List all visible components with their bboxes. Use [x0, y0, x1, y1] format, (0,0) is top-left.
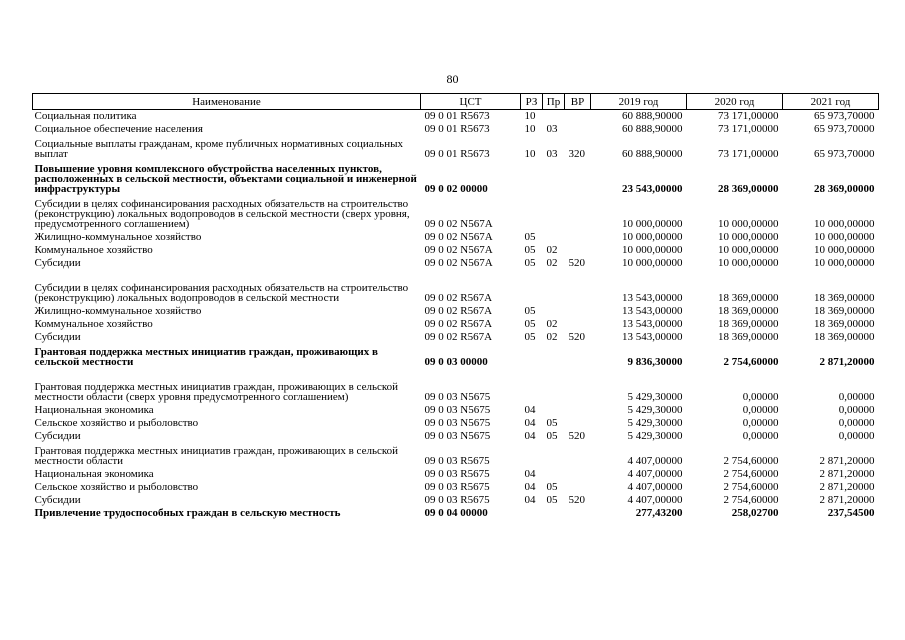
- cell-y2021: 18 369,00000: [814, 292, 875, 304]
- header-2020: 2020 год: [687, 94, 783, 110]
- cell-y2019: 13 543,00000: [622, 318, 683, 330]
- cell-y2020: 2 754,60000: [723, 481, 779, 493]
- cell-name: Жилищно-коммунальное хозяйство: [34, 305, 202, 317]
- cell-y2019: 4 407,00000: [627, 494, 683, 506]
- cell-pr: 02: [546, 331, 558, 343]
- header-cst: ЦСТ: [421, 94, 521, 110]
- cell-name: Социальное обеспечение населения: [34, 123, 203, 135]
- cell-y2019: 60 888,90000: [622, 123, 683, 135]
- cell-y2021: 2 871,20000: [819, 494, 875, 506]
- cell-pr: 03: [546, 148, 558, 160]
- cell-vr: [565, 344, 591, 369]
- cell-y2019: 23 543,00000: [622, 183, 683, 195]
- cell-pr: 05: [546, 481, 558, 493]
- table-row: [33, 110, 879, 124]
- cell-pr: 05: [546, 417, 558, 429]
- cell-y2021: 2 871,20000: [819, 468, 875, 480]
- cell-y2020: 0,00000: [742, 430, 779, 442]
- cell-vr: [565, 507, 591, 520]
- cell-cst: 09 0 02 R567A: [424, 305, 493, 317]
- table-body: [33, 110, 879, 521]
- cell-y2019: 4 407,00000: [627, 455, 683, 467]
- cell-cst: 09 0 02 00000: [424, 183, 488, 195]
- table-row: [33, 369, 879, 404]
- cell-y2019: 5 429,30000: [627, 391, 683, 403]
- cell-y2021: 2 871,20000: [819, 455, 875, 467]
- cell-name: Субсидии: [34, 494, 81, 506]
- cell-name: Сельское хозяйство и рыболовство: [34, 417, 199, 429]
- cell-cst: 09 0 02 N567A: [424, 218, 493, 230]
- cell-y2021: 0,00000: [838, 430, 875, 442]
- cell-pr: [543, 404, 565, 417]
- header-vr: ВР: [565, 94, 591, 110]
- cell-y2020: 18 369,00000: [718, 305, 779, 317]
- cell-name: Субсидии: [34, 257, 81, 269]
- cell-cst: 09 0 03 N5675: [424, 417, 491, 429]
- table-row: [33, 161, 879, 196]
- cell-name: Субсидии: [34, 430, 81, 442]
- cell-name: Субсидии в целях софинансирования расходных обязательств на строительство (реконструкцию) локальных водопроводов в сельской местности (сверх уровня, предусмотренного соглашением): [34, 198, 410, 230]
- cell-y2021: 65 973,70000: [814, 110, 875, 122]
- cell-y2020: 18 369,00000: [718, 318, 779, 330]
- cell-y2019: 60 888,90000: [622, 110, 683, 122]
- cell-pr: [543, 507, 565, 520]
- cell-y2020: 0,00000: [742, 404, 779, 416]
- cell-rz: [521, 443, 543, 468]
- cell-rz: [521, 161, 543, 196]
- cell-pr: [543, 369, 565, 404]
- cell-name: Грантовая поддержка местных инициатив граждан, проживающих в сельской местности области (сверх уровня предусмотренного соглашением): [34, 381, 399, 403]
- page-number: 80: [446, 72, 459, 86]
- cell-vr: 520: [568, 331, 585, 343]
- cell-cst: 09 0 02 N567A: [424, 244, 493, 256]
- cell-cst: 09 0 03 R5675: [424, 494, 490, 506]
- table-row: [33, 468, 879, 481]
- table-row: [33, 270, 879, 305]
- cell-cst: 09 0 03 N5675: [424, 404, 491, 416]
- cell-y2021: 0,00000: [838, 404, 875, 416]
- cell-name: Субсидии в целях софинансирования расходных обязательств на строительство (реконструкцию) локальных водопроводов в сельской местности: [34, 282, 409, 304]
- cell-cst: 09 0 03 N5675: [424, 391, 491, 403]
- cell-y2019: 10 000,00000: [622, 257, 683, 269]
- table-row: [33, 231, 879, 244]
- table-row: [33, 196, 879, 231]
- header-rz: РЗ: [521, 94, 543, 110]
- cell-y2021: 10 000,00000: [814, 231, 875, 243]
- cell-pr: [543, 443, 565, 468]
- cell-y2020: 10 000,00000: [718, 257, 779, 269]
- cell-y2020: 10 000,00000: [718, 244, 779, 256]
- cell-y2019: 13 543,00000: [622, 305, 683, 317]
- cell-y2020: 258,02700: [731, 507, 779, 519]
- cell-y2019: 4 407,00000: [627, 481, 683, 493]
- table-row: [33, 344, 879, 369]
- cell-vr: [565, 244, 591, 257]
- cell-y2020: 73 171,00000: [718, 110, 779, 122]
- cell-rz: 10: [524, 148, 536, 160]
- cell-name: Повышение уровня комплексного обустройства населенных пунктов, расположенных в сельской местности, объектами социальной и инженерной инфраструктуры: [34, 163, 417, 195]
- cell-y2020: 2 754,60000: [723, 494, 779, 506]
- cell-cst: 09 0 02 R567A: [424, 331, 493, 343]
- cell-name: Сельское хозяйство и рыболовство: [34, 481, 199, 493]
- cell-cst: 09 0 03 R5675: [424, 468, 490, 480]
- cell-pr: [543, 161, 565, 196]
- cell-vr: [565, 196, 591, 231]
- cell-cst: 09 0 01 R5673: [424, 110, 490, 122]
- table-row: [33, 244, 879, 257]
- cell-name: Социальная политика: [34, 110, 137, 122]
- table-row: [33, 494, 879, 507]
- cell-y2020: 2 754,60000: [723, 468, 779, 480]
- cell-cst: 09 0 01 R5673: [424, 123, 490, 135]
- table-row: [33, 305, 879, 318]
- cell-rz: 04: [524, 468, 536, 480]
- cell-name: Социальные выплаты гражданам, кроме публичных нормативных социальных выплат: [34, 138, 403, 160]
- cell-cst: 09 0 02 R567A: [424, 318, 493, 330]
- table-row: [33, 331, 879, 344]
- header-pr: Пр: [543, 94, 565, 110]
- cell-vr: [565, 231, 591, 244]
- cell-y2021: 10 000,00000: [814, 244, 875, 256]
- cell-y2021: 237,54500: [827, 507, 875, 519]
- cell-pr: [543, 110, 565, 124]
- cell-pr: [543, 468, 565, 481]
- cell-y2021: 2 871,20000: [819, 481, 875, 493]
- cell-pr: 02: [546, 318, 558, 330]
- cell-cst: 09 0 03 N5675: [424, 430, 491, 442]
- cell-y2020: 0,00000: [742, 417, 779, 429]
- cell-y2019: 10 000,00000: [622, 231, 683, 243]
- cell-pr: [543, 344, 565, 369]
- cell-y2019: 5 429,30000: [627, 430, 683, 442]
- cell-rz: [521, 507, 543, 520]
- cell-rz: 05: [524, 231, 536, 243]
- cell-pr: 02: [546, 257, 558, 269]
- table-row: [33, 481, 879, 494]
- cell-y2021: 10 000,00000: [814, 218, 875, 230]
- cell-vr: [565, 481, 591, 494]
- cell-y2019: 5 429,30000: [627, 404, 683, 416]
- cell-y2021: 2 871,20000: [819, 356, 875, 368]
- cell-vr: [565, 161, 591, 196]
- cell-vr: [565, 270, 591, 305]
- cell-y2019: 60 888,90000: [622, 148, 683, 160]
- cell-y2019: 13 543,00000: [622, 292, 683, 304]
- cell-y2020: 10 000,00000: [718, 218, 779, 230]
- cell-pr: 02: [546, 244, 558, 256]
- cell-vr: 320: [568, 148, 585, 160]
- cell-y2020: 18 369,00000: [718, 292, 779, 304]
- cell-y2019: 9 836,30000: [627, 356, 683, 368]
- cell-rz: 05: [524, 257, 536, 269]
- cell-cst: 09 0 04 00000: [424, 507, 488, 519]
- cell-y2020: 0,00000: [742, 391, 779, 403]
- table-header-row: [33, 94, 879, 110]
- cell-pr: 03: [546, 123, 558, 135]
- cell-y2019: 4 407,00000: [627, 468, 683, 480]
- table-row: [33, 123, 879, 136]
- cell-cst: 09 0 02 N567A: [424, 257, 493, 269]
- cell-name: Коммунальное хозяйство: [34, 244, 153, 256]
- cell-rz: 10: [524, 123, 536, 135]
- cell-vr: 520: [568, 430, 585, 442]
- cell-cst: 09 0 03 R5675: [424, 455, 490, 467]
- cell-rz: [521, 344, 543, 369]
- cell-vr: 520: [568, 257, 585, 269]
- cell-name: Субсидии: [34, 331, 81, 343]
- cell-y2021: 28 369,00000: [814, 183, 875, 195]
- header-2019: 2019 год: [591, 94, 687, 110]
- cell-pr: [543, 196, 565, 231]
- cell-rz: [521, 270, 543, 305]
- cell-cst: 09 0 02 R567A: [424, 292, 493, 304]
- cell-rz: 05: [524, 331, 536, 343]
- cell-y2019: 13 543,00000: [622, 331, 683, 343]
- cell-pr: [543, 270, 565, 305]
- cell-vr: [565, 417, 591, 430]
- cell-rz: [521, 196, 543, 231]
- cell-name: Национальная экономика: [34, 468, 154, 480]
- table-row: [33, 136, 879, 161]
- cell-y2021: 0,00000: [838, 417, 875, 429]
- cell-pr: [543, 231, 565, 244]
- cell-cst: 09 0 02 N567A: [424, 231, 493, 243]
- cell-rz: 05: [524, 244, 536, 256]
- cell-y2020: 2 754,60000: [723, 455, 779, 467]
- cell-rz: 04: [524, 404, 536, 416]
- cell-y2020: 10 000,00000: [718, 231, 779, 243]
- header-name: Наименование: [33, 94, 421, 110]
- cell-name: Грантовая поддержка местных инициатив граждан, проживающих в сельской местности: [34, 346, 378, 368]
- cell-rz: 04: [524, 417, 536, 429]
- cell-y2020: 73 171,00000: [718, 123, 779, 135]
- table-row: [33, 257, 879, 270]
- cell-y2020: 73 171,00000: [718, 148, 779, 160]
- cell-rz: [521, 369, 543, 404]
- cell-name: Привлечение трудоспособных граждан в сельскую местность: [34, 507, 341, 519]
- cell-vr: [565, 468, 591, 481]
- cell-name: Коммунальное хозяйство: [34, 318, 153, 330]
- cell-vr: [565, 110, 591, 124]
- table-row: [33, 507, 879, 520]
- cell-pr: 05: [546, 430, 558, 442]
- table-row: [33, 404, 879, 417]
- cell-y2021: 18 369,00000: [814, 305, 875, 317]
- cell-rz: 05: [524, 305, 536, 317]
- budget-table: [32, 93, 879, 520]
- cell-pr: [543, 305, 565, 318]
- cell-vr: [565, 404, 591, 417]
- cell-vr: [565, 443, 591, 468]
- cell-y2021: 0,00000: [838, 391, 875, 403]
- cell-y2020: 18 369,00000: [718, 331, 779, 343]
- cell-rz: 05: [524, 318, 536, 330]
- cell-pr: 05: [546, 494, 558, 506]
- header-2021: 2021 год: [783, 94, 879, 110]
- cell-name: Жилищно-коммунальное хозяйство: [34, 231, 202, 243]
- cell-cst: 09 0 01 R5673: [424, 148, 490, 160]
- cell-vr: [565, 305, 591, 318]
- cell-y2019: 10 000,00000: [622, 244, 683, 256]
- cell-vr: [565, 369, 591, 404]
- cell-y2019: 277,43200: [635, 507, 683, 519]
- cell-name: Грантовая поддержка местных инициатив граждан, проживающих в сельской местности области: [34, 445, 399, 467]
- cell-y2021: 10 000,00000: [814, 257, 875, 269]
- cell-y2021: 65 973,70000: [814, 123, 875, 135]
- cell-y2021: 18 369,00000: [814, 318, 875, 330]
- table-row: [33, 417, 879, 430]
- cell-y2021: 65 973,70000: [814, 148, 875, 160]
- cell-vr: [565, 123, 591, 136]
- cell-cst: 09 0 03 R5675: [424, 481, 490, 493]
- cell-y2019: 5 429,30000: [627, 417, 683, 429]
- cell-y2020: 2 754,60000: [723, 356, 779, 368]
- cell-vr: [565, 318, 591, 331]
- cell-name: Национальная экономика: [34, 404, 154, 416]
- cell-y2020: 28 369,00000: [718, 183, 779, 195]
- table-row: [33, 430, 879, 443]
- cell-cst: 09 0 03 00000: [424, 356, 488, 368]
- cell-rz: 04: [524, 430, 536, 442]
- table-row: [33, 443, 879, 468]
- cell-y2019: 10 000,00000: [622, 218, 683, 230]
- table-row: [33, 318, 879, 331]
- cell-rz: 04: [524, 481, 536, 493]
- cell-rz: 04: [524, 494, 536, 506]
- cell-vr: 520: [568, 494, 585, 506]
- cell-rz: 10: [524, 110, 536, 122]
- cell-y2021: 18 369,00000: [814, 331, 875, 343]
